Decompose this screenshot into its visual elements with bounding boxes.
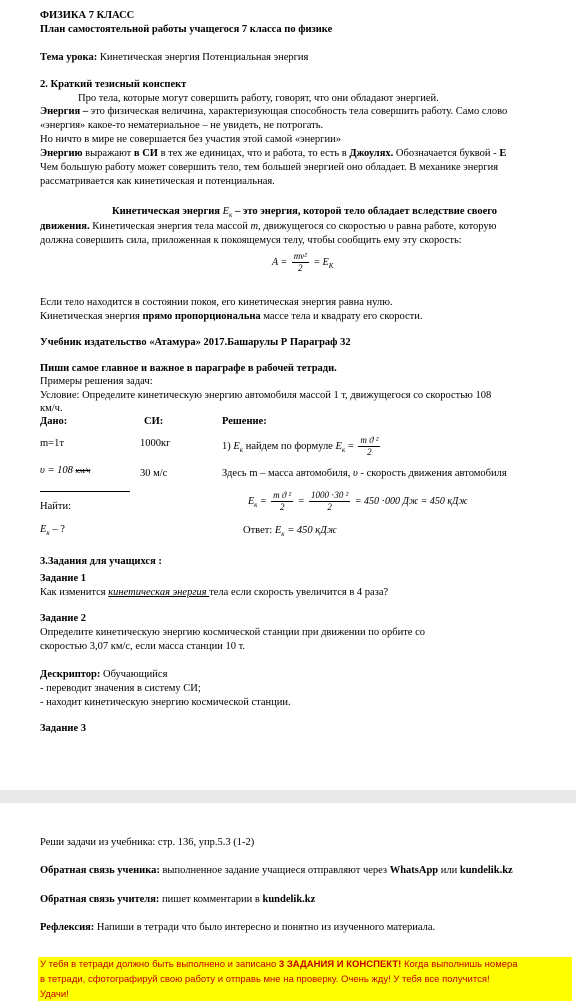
given-divider	[40, 491, 130, 492]
topic-line	[40, 52, 308, 64]
summary-heading: 2. Краткий тезисный конспект	[40, 79, 187, 90]
given-mass: m=1т	[40, 438, 64, 449]
answer-energy-symbol: E	[274, 525, 282, 536]
kinetic-after-2-text: Кинетическая энергия	[40, 311, 143, 322]
formula-energy-symbol: E	[335, 440, 342, 452]
calc-energy-symbol: E	[248, 495, 255, 507]
kinetic-symbol: E	[222, 206, 230, 217]
note-line-1-a: У тебя в тетради должно быть выполнено и записано	[40, 959, 279, 970]
calc-fraction-2-den: 2	[327, 502, 332, 512]
solution-step-text: найдем по формуле	[243, 440, 336, 452]
energy-symbol: Е	[499, 148, 507, 159]
solution-step-2-text: Здесь m – масса автомобиля,	[222, 468, 354, 479]
summary-p5-text-3: Обозначается буквой -	[393, 148, 500, 159]
condition-line-1: Условие: Определите кинетическую энергию автомобиля массой 1 т, движущегося со скоростью 108	[40, 390, 492, 401]
energy-word: Энергию	[40, 148, 83, 159]
student-feedback-or: или	[438, 865, 460, 876]
solution-label: Решение:	[222, 416, 267, 427]
formula-energy-sub: K	[328, 261, 334, 270]
formula-numerator: mv²	[293, 251, 307, 261]
examples-label: Примеры решения задач:	[40, 376, 153, 387]
task-2-line-1: Определите кинетическую энергию космической станции при движении по орбите со	[40, 627, 425, 638]
kinetic-symbol-sub: к	[229, 211, 233, 220]
si-label: СИ:	[144, 416, 164, 427]
note-line-1	[40, 959, 518, 971]
teacher-feedback-text: пишет комментарии в	[159, 894, 263, 905]
solution-step-2	[222, 468, 507, 480]
solution-step-number: 1)	[222, 440, 231, 452]
note-line-1-c: Когда выполнишь номера	[401, 959, 518, 970]
teacher-feedback-line	[40, 894, 315, 906]
reflection-text: Напиши в тетради что было интересно и понятно из изученного материала.	[94, 922, 436, 933]
summary-p3: «энергия» какое-то нематериальное – не увидеть, не потрогать.	[40, 120, 324, 131]
reflection-line	[40, 922, 435, 934]
whatsapp-word: WhatsApp	[389, 865, 439, 876]
kinetic-heading-term: Кинетическая энергия	[112, 206, 220, 217]
kinetic-heading	[112, 206, 497, 221]
task-1-text-a: Как изменится	[40, 587, 109, 598]
topic-value: Кинетическая энергия Потенциальная энергия	[97, 52, 309, 63]
solution-energy-sub: к	[239, 446, 244, 454]
calc-fraction-1-den: 2	[279, 502, 285, 512]
summary-p5-text-1: выражают	[82, 148, 134, 159]
answer-energy-sub: к	[281, 530, 285, 539]
mass-symbol: m	[250, 221, 259, 232]
directly-proportional: прямо пропорциональна	[142, 311, 261, 322]
find-energy-symbol: E	[40, 524, 47, 535]
calc-fraction-2-num: 1000 ⋅30 ²	[311, 490, 349, 500]
descriptor-line	[40, 669, 167, 681]
tasks-heading: 3.Задания для учащихся :	[40, 556, 162, 567]
kinetic-line-2-text-2: , движущегося со скоростью υ равна работе, которую	[258, 221, 497, 232]
summary-p2	[40, 106, 507, 118]
summary-p5	[40, 148, 506, 160]
doc-title: ФИЗИКА 7 КЛАСС	[40, 10, 135, 21]
textbook-line: Учебник издательство «Атамура» 2017.Башарулы Р Параграф 32	[40, 337, 351, 348]
note-line-2: в тетради, сфотографируй свою работу и отправь мне на проверку. Очень жду! У тебя все получится!	[40, 974, 490, 985]
joules-word: Джоулях.	[349, 148, 394, 159]
calculation-line: $E_к$ = $\frac{\text{m ϑ ²}}{2}$ = $\frac{\text{1000 ⋅30 ²}}{2}$ = 450 ⋅000 Дж = 450 кДж	[248, 490, 468, 512]
given-velocity-value: υ = 108	[40, 465, 73, 476]
student-feedback-label: Обратная связь ученика:	[40, 865, 160, 876]
formula-denominator: 2	[298, 263, 303, 273]
kinetic-formula	[272, 251, 333, 274]
si-mass: 1000кг	[140, 438, 171, 449]
summary-p5-text-2: в тех же единицах, что и работа, то есть в	[157, 148, 350, 159]
formula-fraction	[292, 251, 309, 274]
student-feedback-text: выполненное задание учащиеся отправляют через	[159, 865, 390, 876]
solution-step-1: 1) $E_к$ найдем по формуле $E_к$ = $\frac{\text{m ϑ ²}}{2}$	[222, 435, 379, 457]
calc-energy-sub: к	[254, 500, 258, 509]
find-label: Найти:	[40, 501, 71, 512]
task-2-label: Задание 2	[40, 613, 86, 624]
given-velocity	[40, 465, 90, 477]
summary-p7: рассматривается как кинетическая и потенциальная.	[40, 176, 275, 187]
find-question: – ?	[49, 524, 65, 535]
answer-line	[243, 525, 337, 540]
task-3-label: Задание 3	[40, 723, 86, 734]
task-1-label: Задание 1	[40, 573, 86, 584]
descriptor-label: Дескриптор:	[40, 669, 101, 680]
summary-p6: Чем большую работу может совершить тело, тем большей энергией оно обладает. В механике энергия	[40, 162, 499, 173]
solution-step-2-text-2: - скорость движения автомобиля	[357, 468, 507, 479]
task-1-term: кинетическая энергия	[108, 587, 210, 598]
topic-label: Тема урока:	[40, 52, 98, 63]
task-2-line-2: скоростью 3,07 км/с, если масса станции 10 т.	[40, 641, 246, 652]
given-velocity-unit: км/ч	[75, 466, 91, 475]
teacher-feedback-label: Обратная связь учителя:	[40, 894, 160, 905]
kinetic-after-2-text-2: массе тела и квадрату его скорости.	[260, 311, 423, 322]
task-1-text	[40, 587, 388, 599]
condition-line-2: км/ч.	[40, 403, 63, 414]
formula-energy: = E	[313, 256, 329, 268]
calc-fraction-1	[271, 490, 293, 513]
doc-subtitle: План самостоятельной работы учащегося 7 класса по физике	[40, 24, 333, 35]
solution-fraction	[358, 435, 380, 458]
formula-work-lhs: A =	[272, 256, 288, 268]
kinetic-line-2	[40, 221, 497, 233]
solution-fraction-den: 2	[367, 447, 372, 457]
descriptor-item-1: - переводит значения в систему СИ;	[40, 683, 201, 694]
reflection-label: Рефлексия:	[40, 922, 95, 933]
formula-energy-sub-2: к	[341, 446, 346, 454]
solution-fraction-num: m ϑ ²	[360, 435, 379, 445]
kinetic-line-3: должна совершить сила, приложенная к покоящемуся телу, чтобы сообщить ему эту скорость:	[40, 235, 462, 246]
calc-fraction-1-num: m ϑ ²	[273, 490, 292, 500]
kundelik-word: kundelik.kz	[459, 865, 513, 876]
homework-line: Реши задачи из учебника: стр. 136, упр.5.3 (1-2)	[40, 837, 255, 848]
find-energy-sub: к	[46, 529, 50, 538]
find-value	[40, 524, 65, 539]
kinetic-after-2	[40, 311, 423, 323]
given-label: Дано:	[40, 416, 68, 427]
kinetic-after-1: Если тело находится в состоянии покоя, его кинетическая энергия равна нулю.	[40, 297, 393, 308]
kinetic-heading-rest: – это энергия, которой тело обладает вследствие своего	[232, 206, 498, 217]
si-word: в СИ	[133, 148, 158, 159]
summary-p1: Про тела, которые могут совершить работу, говорят, что они обладают энергией.	[78, 93, 439, 104]
write-heading: Пиши самое главное и важное в параграфе в рабочей тетради.	[40, 363, 337, 374]
motion-word: движения.	[40, 221, 90, 232]
velocity-symbol: υ	[353, 468, 358, 479]
answer-label: Ответ:	[243, 525, 275, 536]
task-1-text-c: тела если скорость увеличится в 4 раза?	[209, 587, 389, 598]
energy-term: Энергия –	[40, 106, 89, 117]
note-line-1-bold: 3 ЗАДАНИЯ И КОНСПЕКТ!	[278, 959, 402, 970]
answer-value: = 450 кДж	[287, 525, 337, 536]
summary-p4: Но ничто в мире не совершается без участия этой самой «энергии»	[40, 134, 341, 145]
summary-p2-text: это физическая величина, характеризующая способность тела совершить работу. Само слово	[88, 106, 508, 117]
calc-fraction-2	[309, 490, 350, 513]
descriptor-text: Обучающийся	[100, 669, 168, 680]
descriptor-item-2: - находит кинетическую энергию космической станции.	[40, 697, 291, 708]
note-line-3: Удачи!	[40, 989, 69, 1000]
kinetic-line-2-text: Кинетическая энергия тела массой	[89, 221, 251, 232]
solution-energy-symbol: E	[233, 440, 240, 452]
document-page-2	[0, 803, 576, 1004]
si-velocity: 30 м/с	[140, 468, 168, 479]
student-feedback-line	[40, 865, 513, 877]
teacher-kundelik-word: kundelik.kz	[262, 894, 316, 905]
calc-result: = 450 ⋅000 Дж = 450 кДж	[354, 495, 468, 507]
